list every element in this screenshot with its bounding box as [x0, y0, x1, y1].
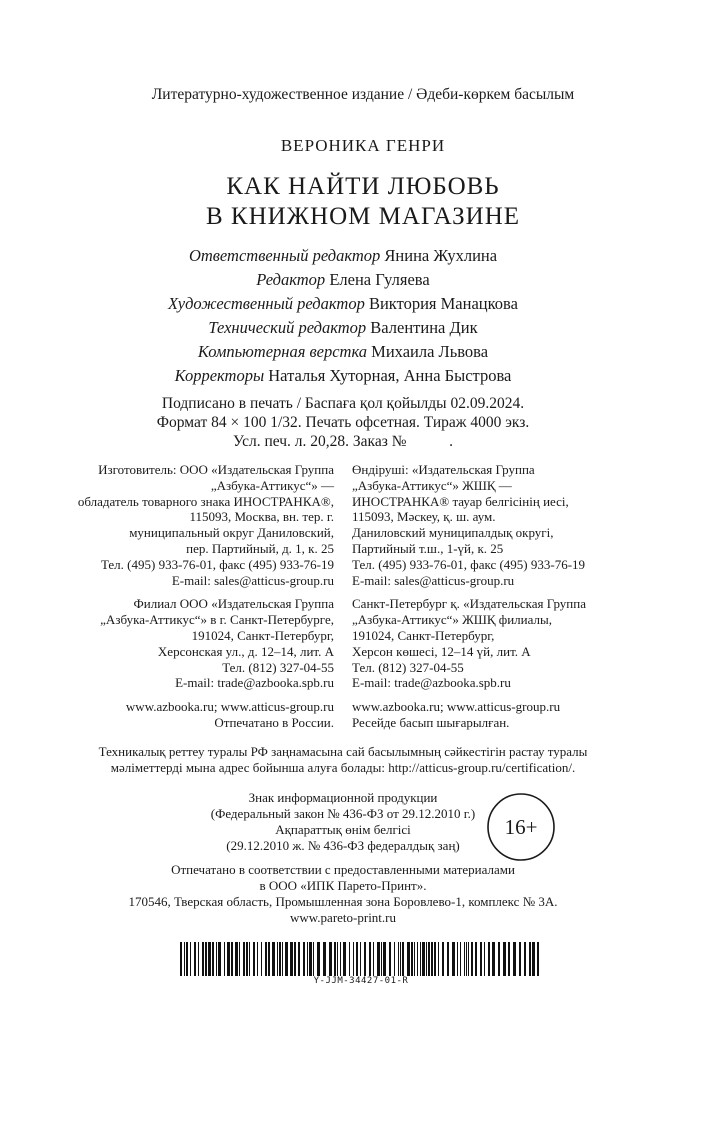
text-line: E-mail: sales@atticus-group.ru: [171, 572, 334, 588]
web-block: [40, 699, 334, 731]
title-line: В КНИЖНОМ МАГАЗИНЕ: [205, 203, 521, 230]
text-line: Тел. (495) 933-76-01, факс (495) 933-76-19: [352, 556, 586, 572]
print-line: Подписано в печать / Баспаға қол қойылды 02.09.2024.: [161, 395, 525, 412]
text-line: Отпечатано в России.: [214, 714, 334, 730]
text-line: Ресейде басып шығарылған.: [352, 714, 510, 730]
text-line: 191024, Санкт-Петербург,: [191, 627, 334, 643]
text-line: Тел. (495) 933-76-01, факс (495) 933-76-19: [100, 556, 334, 572]
title-line: КАК НАЙТИ ЛЮБОВЬ: [226, 173, 500, 200]
credit-role: Корректоры: [174, 366, 265, 385]
credit-role: Редактор: [256, 270, 326, 289]
text-line: „Азбука-Аттикус“» ЖШҚ —: [352, 477, 512, 493]
text-line: 191024, Санкт-Петербург,: [352, 627, 495, 643]
barcode-icon: [180, 942, 542, 976]
credit-name: Виктория Манацкова: [368, 294, 518, 313]
text-line: пер. Партийный, д. 1, к. 25: [186, 540, 334, 556]
text-line: Изготовитель: ООО «Издательская Группа: [98, 462, 334, 477]
text-line: Херсон көшесі, 12–14 үй, лит. А: [352, 643, 531, 659]
branch-block: [352, 596, 652, 691]
text-line: E-mail: trade@azbooka.spb.ru: [175, 675, 334, 691]
text-line: E-mail: sales@atticus-group.ru: [352, 572, 515, 588]
age-rating-text: 16+: [504, 815, 538, 839]
text-line: www.pareto-print.ru: [289, 910, 396, 925]
text-line: Даниловский муниципалдық округі,: [352, 525, 554, 541]
text-line: www.azbooka.ru; www.atticus-group.ru: [125, 699, 334, 715]
text-line: 115093, Мәскеу, қ. ш. аум.: [352, 509, 496, 525]
text-line: Тел. (812) 327-04-55: [352, 659, 464, 675]
credit-line: [0, 268, 686, 292]
print-line: Формат 84 × 100 1/32. Печать офсетная. Тираж 4000 экз.: [156, 414, 530, 431]
credit-line: [0, 340, 686, 364]
text-line: Партийный т.ш., 1-үй, к. 25: [352, 540, 504, 556]
credit-name: Михаила Львова: [371, 342, 489, 361]
print-line: Усл. печ. л. 20,28. Заказ № .: [232, 433, 454, 450]
text-line: Санкт-Петербург қ. «Издательская Группа: [352, 596, 586, 612]
credit-name: Янина Жухлина: [384, 246, 498, 265]
text-line: Знак информационной продукции: [248, 790, 438, 805]
text-line: 170546, Тверская область, Промышленная зона Боровлево-1, комплекс № 3А.: [128, 894, 558, 909]
printer-info: [0, 862, 686, 926]
edition-type: Литературно-художественное издание / Әдеби-көркем басылым: [151, 86, 575, 103]
text-line: ИНОСТРАНКА® тауар белгісінің иесі,: [352, 493, 569, 509]
credit-line: [0, 316, 686, 340]
text-line: E-mail: trade@azbooka.spb.ru: [352, 675, 511, 691]
text-line: „Азбука-Аттикус“» ЖШҚ филиалы,: [352, 612, 552, 628]
text-line: Өндіруші: «Издательская Группа: [352, 462, 535, 477]
text-line: муниципальный округ Даниловский,: [129, 525, 334, 541]
text-line: Техникалық реттеу туралы РФ заңнамасына сай басылымның сәйкестігін растау туралы: [98, 744, 588, 759]
manufacturer-block: [40, 462, 334, 588]
text-line: Отпечатано в соответствии с предоставленными материалами: [171, 862, 515, 877]
text-line: (Федеральный закон № 436-ФЗ от 29.12.2010 г.): [210, 806, 476, 821]
barcode-number: Y-JJM-34427-01-R: [313, 976, 409, 986]
text-line: в ООО «ИПК Парето-Принт».: [259, 878, 427, 893]
credits-list: [0, 244, 686, 388]
author-name: ВЕРОНИКА ГЕНРИ: [280, 136, 446, 155]
manufacturer-block: [352, 462, 652, 588]
text-line: Ақпараттық өнім белгісі: [275, 822, 411, 837]
text-line: (29.12.2010 ж. № 436-ФЗ федералдық заң): [226, 838, 460, 853]
text-line: Херсонская ул., д. 12–14, лит. А: [157, 643, 334, 659]
credit-line: [0, 244, 686, 268]
credit-name: Валентина Дик: [370, 318, 478, 337]
book-title: [0, 172, 726, 232]
credit-name: Наталья Хуторная, Анна Быстрова: [268, 366, 512, 385]
text-line: обладатель товарного знака ИНОСТРАНКА®,: [77, 493, 334, 509]
info-sign-block: [0, 790, 686, 854]
web-block: [352, 699, 652, 731]
credit-role: Компьютерная верстка: [197, 342, 368, 361]
text-line: мәліметтерді мына адрес бойынша алуға болады: http://atticus-group.ru/certification/.: [110, 760, 576, 775]
credit-name: Елена Гуляева: [329, 270, 430, 289]
credit-line: [0, 292, 686, 316]
certification-note: [0, 744, 686, 776]
branch-block: [40, 596, 334, 691]
text-line: www.azbooka.ru; www.atticus-group.ru: [352, 699, 561, 715]
text-line: „Азбука-Аттикус“» —: [210, 477, 334, 493]
credit-role: Ответственный редактор: [188, 246, 381, 265]
age-rating-badge: [486, 792, 556, 862]
text-line: Филиал ООО «Издательская Группа: [133, 596, 334, 612]
text-line: Тел. (812) 327-04-55: [222, 659, 334, 675]
text-line: 115093, Москва, вн. тер. г.: [189, 509, 334, 525]
text-line: „Азбука-Аттикус“» в г. Санкт-Петербурге,: [100, 612, 334, 628]
credit-role: Технический редактор: [208, 318, 367, 337]
credit-line: [0, 364, 686, 388]
russian-column: [40, 462, 334, 739]
kazakh-column: [352, 462, 652, 739]
credit-role: Художественный редактор: [168, 294, 365, 313]
print-info: [0, 394, 686, 451]
